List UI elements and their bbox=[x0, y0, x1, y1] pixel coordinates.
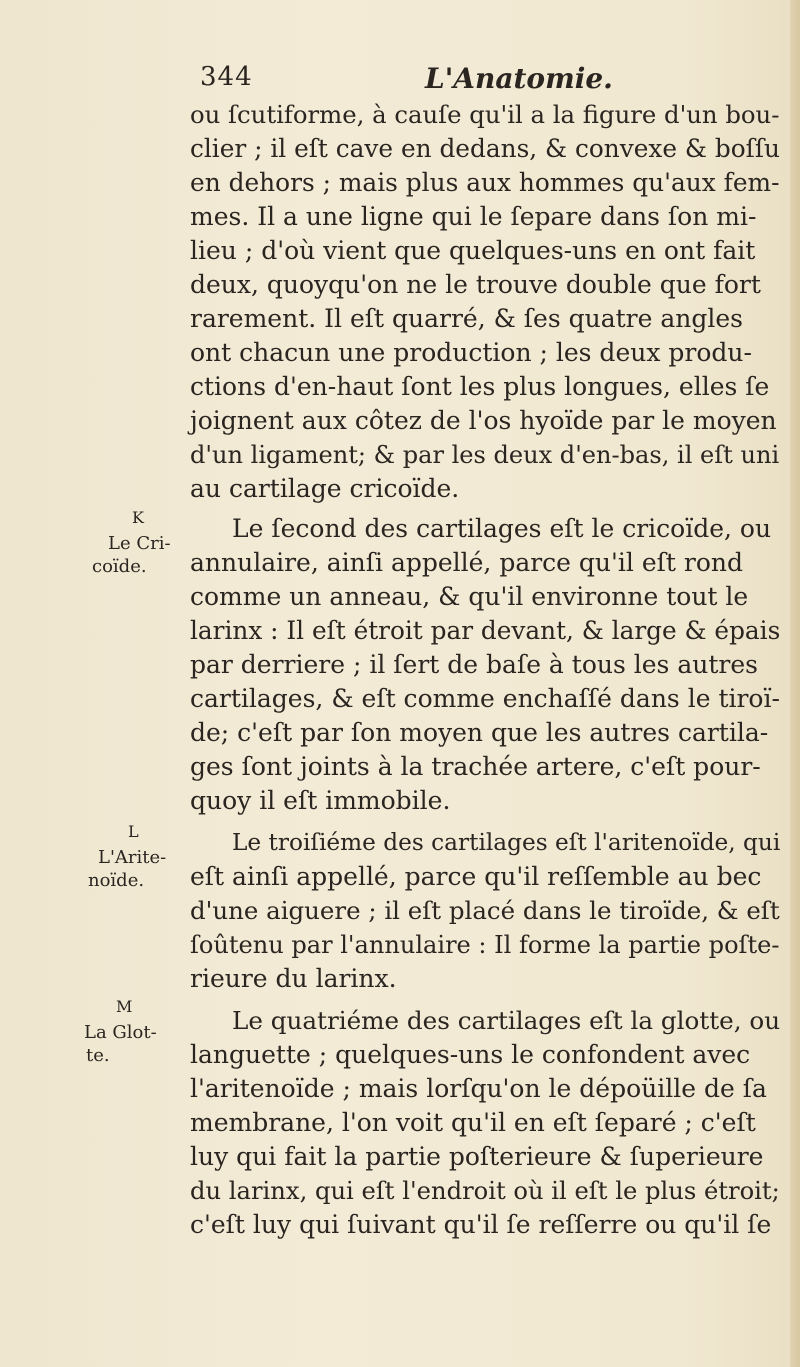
margin-note-line: te. bbox=[86, 1045, 110, 1066]
page-edge bbox=[790, 0, 800, 1367]
margin-note-letter: M bbox=[116, 997, 133, 1016]
text-line: eſt ainſi appellé, parce qu'il reſſemble au bec bbox=[190, 862, 762, 891]
text-line: annulaire, ainſi appellé, parce qu'il eſt rond bbox=[190, 548, 743, 577]
page-number: 344 bbox=[200, 62, 253, 92]
text-line: ou ſcutiforme, à cauſe qu'il a la figure d'un bou- bbox=[190, 100, 780, 129]
text-line: d'une aiguere ; il eſt placé dans le tiroïde, & eſt bbox=[190, 896, 780, 925]
text-line: ont chacun une production ; les deux produ- bbox=[190, 338, 752, 367]
text-line: c'eſt luy qui ſuivant qu'il ſe reſſerre ou qu'il ſe bbox=[190, 1210, 772, 1239]
text-line: d'un ligament; & par les deux d'en-bas, il eſt uni bbox=[190, 441, 780, 469]
text-line: clier ; il eſt cave en dedans, & convexe & boſſu bbox=[190, 134, 780, 163]
text-line: ges ſont joints à la trachée artere, c'eſt pour- bbox=[190, 752, 761, 781]
margin-note-line: Le Cri- bbox=[108, 533, 171, 554]
margin-note-line: La Glot- bbox=[84, 1022, 157, 1043]
margin-note-line: L'Arite- bbox=[98, 847, 167, 868]
text-line: en dehors ; mais plus aux hommes qu'aux fem- bbox=[190, 168, 780, 197]
text-line: de; c'eſt par ſon moyen que les autres cartila- bbox=[190, 718, 769, 747]
text-line: Le troiſiéme des cartilages eſt l'aritenoïde, qui bbox=[232, 829, 781, 856]
text-line: languette ; quelques-uns le confondent avec bbox=[190, 1040, 751, 1069]
text-line: luy qui fait la partie poſterieure & ſuperieure bbox=[190, 1142, 764, 1171]
margin-note-line: noïde. bbox=[88, 870, 145, 891]
text-line: quoy il eſt immobile. bbox=[190, 786, 451, 815]
text-line: par derriere ; il ſert de baſe à tous les autres bbox=[190, 650, 758, 679]
text-line: rieure du larinx. bbox=[190, 964, 397, 993]
text-line: l'aritenoïde ; mais lorſqu'on le dépoüille de ſa bbox=[190, 1074, 767, 1103]
text-line: rarement. Il eſt quarré, & ſes quatre angles bbox=[190, 304, 744, 333]
text-line: lieu ; d'où vient que quelques-uns en ont fait bbox=[190, 236, 756, 265]
margin-note-line: coïde. bbox=[92, 556, 147, 577]
text-line: du larinx, qui eſt l'endroit où il eſt le plus étroit; bbox=[190, 1177, 780, 1205]
text-line: mes. Il a une ligne qui le ſepare dans ſon mi- bbox=[190, 202, 757, 231]
text-line: Le quatriéme des cartilages eſt la glotte, ou bbox=[232, 1006, 781, 1035]
text-line: larinx : Il eſt étroit par devant, & large & épais bbox=[190, 616, 781, 645]
page-header bbox=[200, 62, 780, 98]
text-line: deux, quoyqu'on ne le trouve double que fort bbox=[190, 270, 761, 299]
text-line: membrane, l'on voit qu'il en eſt ſeparé ; c'eſt bbox=[190, 1108, 756, 1137]
running-title: L'Anatomie. bbox=[425, 62, 613, 95]
margin-note-letter: K bbox=[132, 508, 144, 527]
text-line: Le ſecond des cartilages eſt le cricoïde, ou bbox=[232, 514, 772, 543]
text-line: cartilages, & eſt comme enchaſſé dans le tiroï- bbox=[190, 684, 780, 713]
text-line: comme un anneau, & qu'il environne tout le bbox=[190, 582, 749, 611]
text-line: ctions d'en-haut ſont les plus longues, elles ſe bbox=[190, 372, 770, 401]
text-line: au cartilage cricoïde. bbox=[190, 474, 460, 503]
text-line: joignent aux côtez de l'os hyoïde par le moyen bbox=[190, 406, 777, 435]
text-line: ſoûtenu par l'annulaire : Il forme la partie poſte- bbox=[190, 931, 780, 959]
margin-note-letter: L bbox=[128, 822, 139, 841]
